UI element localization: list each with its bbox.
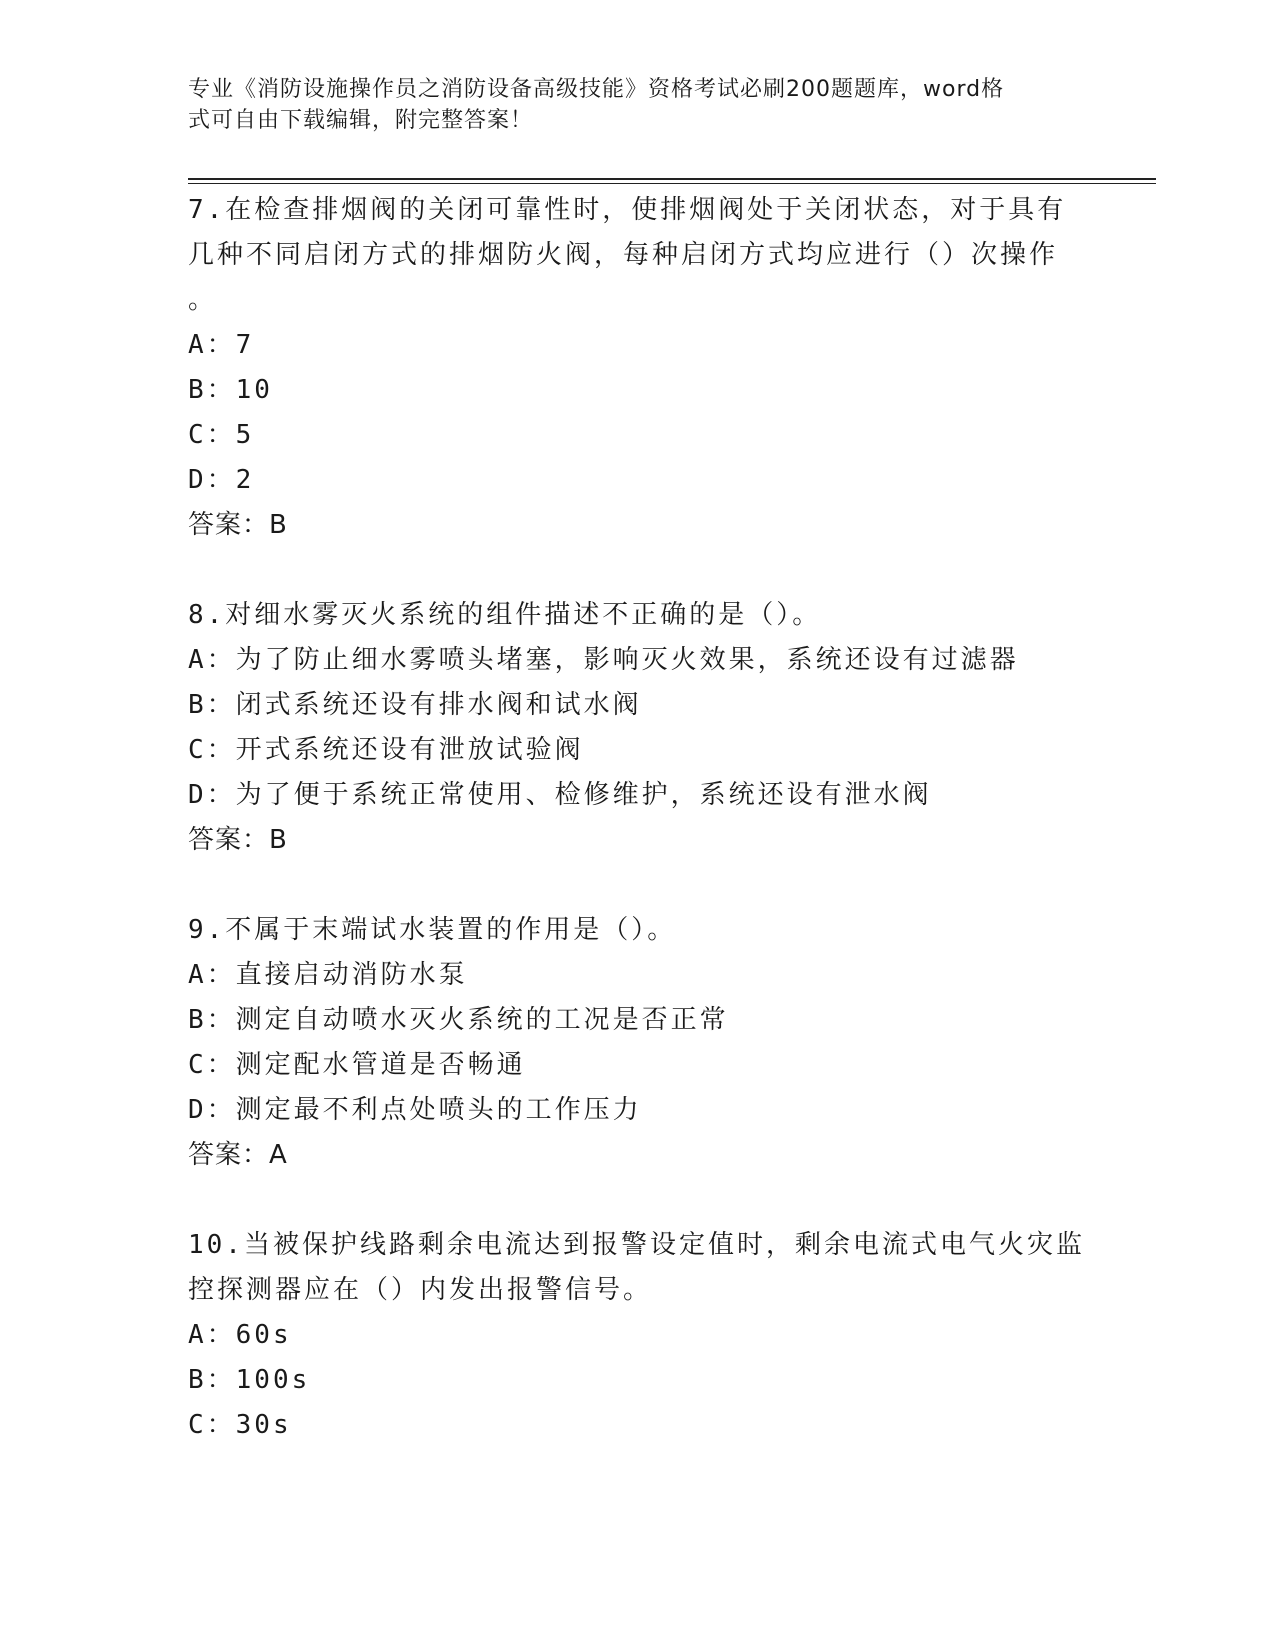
option-d (188, 1088, 1088, 1133)
header-divider-thin (188, 183, 1156, 184)
option-text: 测定最不利点处喷头的工作压力 (235, 1095, 642, 1125)
option-c (188, 728, 1088, 773)
document-header (188, 74, 1068, 136)
answer-line: 答案：A (188, 1140, 288, 1170)
header-line-2: 式可自由下载编辑，附完整答案！ (188, 108, 534, 133)
question-7 (188, 188, 1088, 593)
option-text: 60s (235, 1320, 292, 1350)
option-letter: A： (188, 645, 236, 675)
question-8 (188, 593, 1088, 908)
option-letter: C： (188, 735, 236, 765)
option-a (188, 638, 1088, 683)
header-line-1: 专业《消防设施操作员之消防设备高级技能》资格考试必刷200题题库，word格 (188, 77, 1005, 102)
option-letter: D： (188, 465, 236, 495)
question-10 (188, 1223, 1088, 1448)
question-stem-line: 几种不同启闭方式的排烟防火阀，每种启闭方式均应进行（）次操作 (188, 240, 1059, 270)
option-text: 闭式系统还设有排水阀和试水阀 (235, 690, 642, 720)
option-text: 100s (235, 1365, 311, 1395)
option-letter: B： (188, 1005, 236, 1035)
option-letter: A： (188, 960, 236, 990)
option-text: 30s (235, 1410, 292, 1440)
option-text: 测定自动喷水灭火系统的工况是否正常 (235, 1005, 729, 1035)
answer-line: 答案：B (188, 510, 288, 540)
option-text: 为了防止细水雾喷头堵塞，影响灭火效果，系统还设有过滤器 (235, 645, 1019, 675)
option-letter: C： (188, 1410, 236, 1440)
option-text: 测定配水管道是否畅通 (235, 1050, 526, 1080)
question-9 (188, 908, 1088, 1223)
option-b (188, 368, 1088, 413)
answer-line: 答案：B (188, 825, 288, 855)
option-text: 2 (235, 465, 255, 495)
question-stem-line: 8.对细水雾灭火系统的组件描述不正确的是（）。 (188, 600, 822, 630)
spacer (188, 863, 1088, 908)
option-c (188, 1043, 1088, 1088)
option-text: 10 (235, 375, 273, 405)
option-letter: D： (188, 780, 236, 810)
option-text: 5 (235, 420, 255, 450)
option-c (188, 1403, 1088, 1448)
question-stem-line: 7.在检查排烟阀的关闭可靠性时，使排烟阀处于关闭状态，对于具有 (188, 195, 1067, 225)
option-letter: D： (188, 1095, 236, 1125)
option-b (188, 683, 1088, 728)
option-d (188, 773, 1088, 818)
option-a (188, 1313, 1088, 1358)
option-letter: B： (188, 690, 236, 720)
option-a (188, 323, 1088, 368)
question-stem-line: 。 (188, 285, 218, 315)
option-c (188, 413, 1088, 458)
option-text: 直接启动消防水泵 (235, 960, 468, 990)
option-letter: B： (188, 1365, 236, 1395)
question-stem-line: 控探测器应在（）内发出报警信号。 (188, 1275, 653, 1305)
option-d (188, 458, 1088, 503)
option-b (188, 998, 1088, 1043)
option-a (188, 953, 1088, 998)
option-text: 7 (235, 330, 255, 360)
spacer (188, 548, 1088, 593)
option-letter: B： (188, 375, 236, 405)
option-letter: A： (188, 1320, 236, 1350)
option-letter: C： (188, 420, 236, 450)
spacer (188, 1178, 1088, 1223)
option-letter: A： (188, 330, 236, 360)
option-letter: C： (188, 1050, 236, 1080)
header-divider-thick (188, 178, 1156, 180)
question-list (188, 188, 1088, 1448)
question-stem-line: 9.不属于末端试水装置的作用是（）。 (188, 915, 677, 945)
option-b (188, 1358, 1088, 1403)
option-text: 开式系统还设有泄放试验阀 (235, 735, 584, 765)
option-text: 为了便于系统正常使用、检修维护，系统还设有泄水阀 (235, 780, 932, 810)
question-stem-line: 10.当被保护线路剩余电流达到报警设定值时，剩余电流式电气火灾监 (188, 1230, 1085, 1260)
